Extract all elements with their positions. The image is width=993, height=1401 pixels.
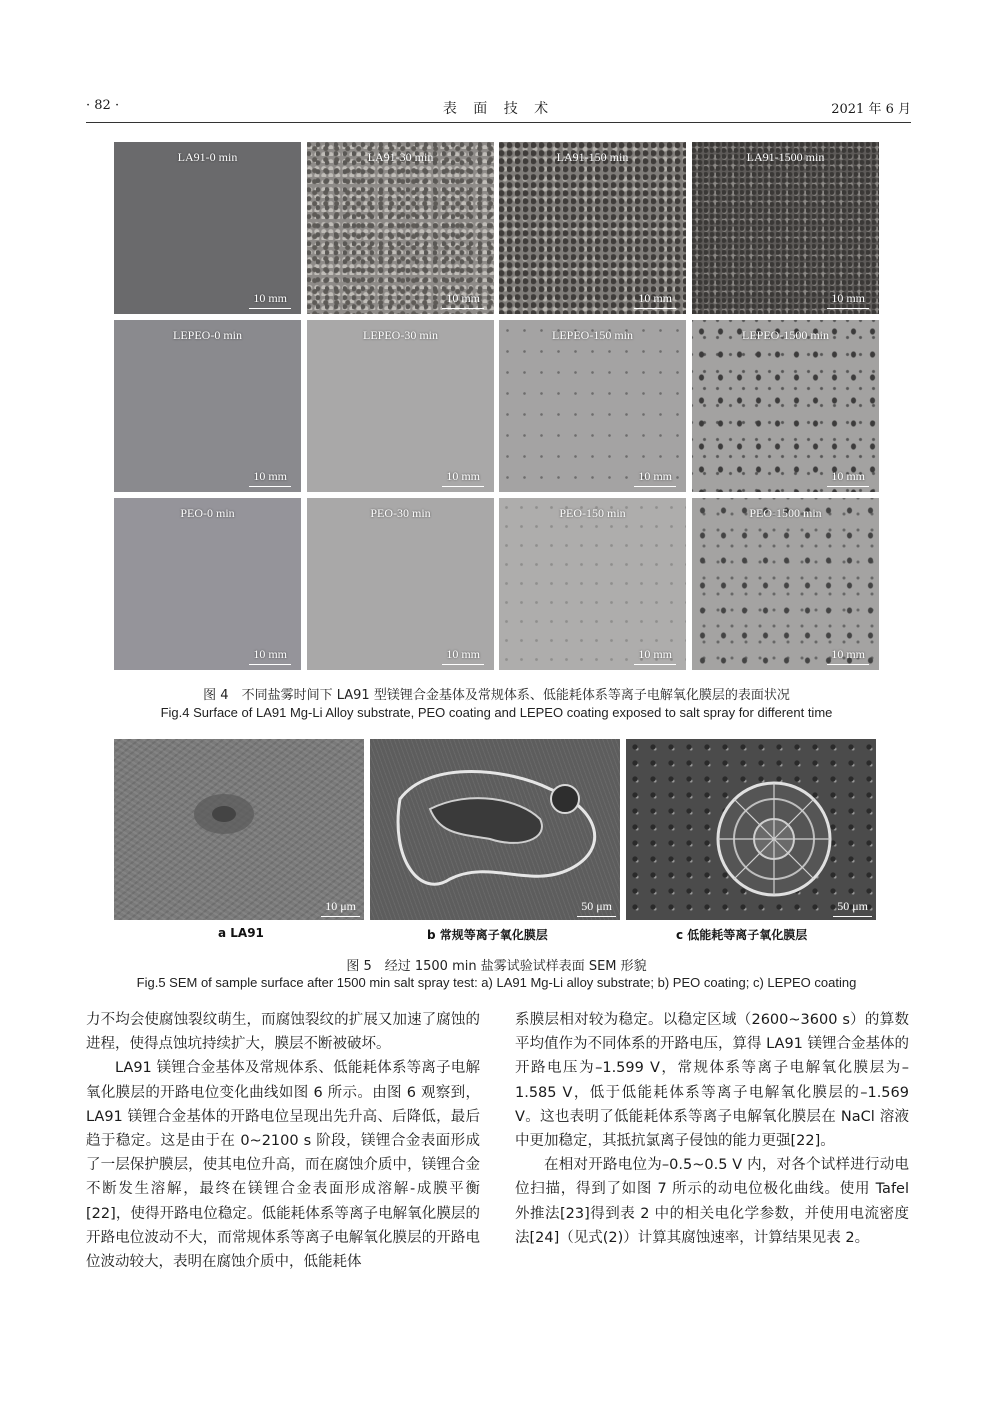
scale-bar: 10 mm xyxy=(446,647,480,661)
body-paragraph: 力不均会使腐蚀裂纹萌生，而腐蚀裂纹的扩展又加速了腐蚀的进程，使得点蚀坑持续扩大，膜层不断被破坏。 xyxy=(86,1012,480,1053)
photo-lepeo-150 xyxy=(499,320,686,492)
body-paragraph: 在相对开路电位为–0.5~0.5 V 内，对各个试样进行动电位扫描，得到了如图 7 所示的动电位极化曲线。使用 Tafel 外推法[23]得到表 2 中的相关电化学参数，并使用电流密度法[24]（见式(2)）计算其腐蚀速率，计算结果见表 2。 xyxy=(515,1157,909,1246)
body-left-column xyxy=(86,1008,480,1274)
sem-label-c: c 低能耗等离子氧化膜层 xyxy=(676,928,808,942)
photo-label: LA91-30 min xyxy=(367,150,434,164)
scale-bar: 10 mm xyxy=(638,469,672,483)
scale-bar: 10 mm xyxy=(446,291,480,305)
body-right-column xyxy=(515,1008,909,1250)
figure-4-grid xyxy=(114,142,879,671)
scale-bar: 10 mm xyxy=(638,291,672,305)
crack-shape xyxy=(370,739,620,920)
photo-peo-150 xyxy=(499,498,686,670)
photo-la91-0 xyxy=(114,142,301,314)
fig4-caption-cn: 图 4 不同盐雾时间下 LA91 型镁锂合金基体及常规体系、低能耗体系等离子电解氧化膜层的表面状况 xyxy=(203,688,790,703)
photo-label: LEPEO-0 min xyxy=(173,328,242,342)
scale-bar: 10 mm xyxy=(831,291,865,305)
sem-label-b: b 常规等离子氧化膜层 xyxy=(427,928,548,942)
photo-la91-30 xyxy=(307,142,494,314)
fig5-caption-cn: 图 5 经过 1500 min 盐雾试验试样表面 SEM 形貌 xyxy=(346,959,647,974)
scale-bar: 10 mm xyxy=(446,469,480,483)
pit-shape xyxy=(114,739,364,920)
photo-lepeo-0 xyxy=(114,320,301,492)
photo-label: LEPEO-30 min xyxy=(363,328,438,342)
page-number: · 82 · xyxy=(86,98,120,113)
body-paragraph: 系膜层相对较为稳定。以稳定区域（2600~3600 s）的算数平均值作为不同体系的开路电压，算得 LA91 镁锂合金基体的开路电压为–1.599 V，常规体系等离子电解氧化膜层为–1.585 V，低于低能耗体系等离子电解氧化膜层的–1.569 V。这也表明了低能耗体系等离子电解氧化膜层在 NaCl 溶液中更加稳定，其抵抗氯离子侵蚀的能力更强[22]。 xyxy=(515,1012,909,1150)
sem-peo xyxy=(370,739,620,920)
scale-bar: 10 mm xyxy=(638,647,672,661)
scale-bar: 50 μm xyxy=(837,899,868,913)
fig5-caption-en: Fig.5 SEM of sample surface after 1500 min salt spray test: a) LA91 Mg-Li alloy substrate; b) PEO coating; c) LEPEO coating xyxy=(136,975,857,990)
photo-peo-0 xyxy=(114,498,301,670)
photo-la91-150 xyxy=(499,142,686,314)
photo-label: PEO-1500 min xyxy=(749,506,822,520)
photo-label: PEO-0 min xyxy=(180,506,235,520)
blister-shape xyxy=(626,739,876,920)
photo-label: LA91-1500 min xyxy=(746,150,825,164)
scale-bar: 10 mm xyxy=(253,647,287,661)
scale-bar: 10 mm xyxy=(253,291,287,305)
sem-lepeo xyxy=(626,739,876,920)
header-rule xyxy=(86,122,911,123)
page-header xyxy=(86,98,911,120)
sem-la91 xyxy=(114,739,364,920)
photo-lepeo-30 xyxy=(307,320,494,492)
issue-date: 2021 年 6 月 xyxy=(831,102,911,117)
photo-label: LEPEO-150 min xyxy=(552,328,633,342)
photo-la91-1500 xyxy=(692,142,879,314)
photo-label: LA91-150 min xyxy=(556,150,629,164)
photo-label: LEPEO-1500 min xyxy=(742,328,829,342)
scale-bar: 10 μm xyxy=(325,899,356,913)
photo-label: LA91-0 min xyxy=(177,150,238,164)
scale-bar: 50 μm xyxy=(581,899,612,913)
scale-bar: 10 mm xyxy=(253,469,287,483)
fig4-caption-en: Fig.4 Surface of LA91 Mg-Li Alloy substrate, PEO coating and LEPEO coating exposed to salt spray for different time xyxy=(160,705,833,720)
photo-lepeo-1500 xyxy=(692,320,879,492)
body-paragraph: LA91 镁锂合金基体及常规体系、低能耗体系等离子电解氧化膜层的开路电位变化曲线如图 6 所示。由图 6 观察到，LA91 镁锂合金基体的开路电位呈现出先升高、后降低，最后趋于稳定。这是由于在 0~2100 s 阶段，镁锂合金表面形成了一层保护膜层，使其电位升高，而在腐蚀介质中，镁锂合金不断发生溶解，最终在镁锂合金表面形成溶解-成膜平衡[22]，使得开路电位稳定。低能耗体系等离子电解氧化膜层的开路电位波动不大，而常规体系等离子电解氧化膜层的开路电位波动较大，表明在腐蚀介质中，低能耗体 xyxy=(86,1060,480,1271)
photo-label: PEO-150 min xyxy=(559,506,626,520)
scale-bar: 10 mm xyxy=(831,469,865,483)
scale-bar: 10 mm xyxy=(831,647,865,661)
photo-peo-1500 xyxy=(692,498,879,670)
photo-peo-30 xyxy=(307,498,494,670)
photo-label: PEO-30 min xyxy=(370,506,431,520)
journal-name: 表 面 技 术 xyxy=(442,101,555,117)
sem-label-a: a LA91 xyxy=(218,926,264,940)
